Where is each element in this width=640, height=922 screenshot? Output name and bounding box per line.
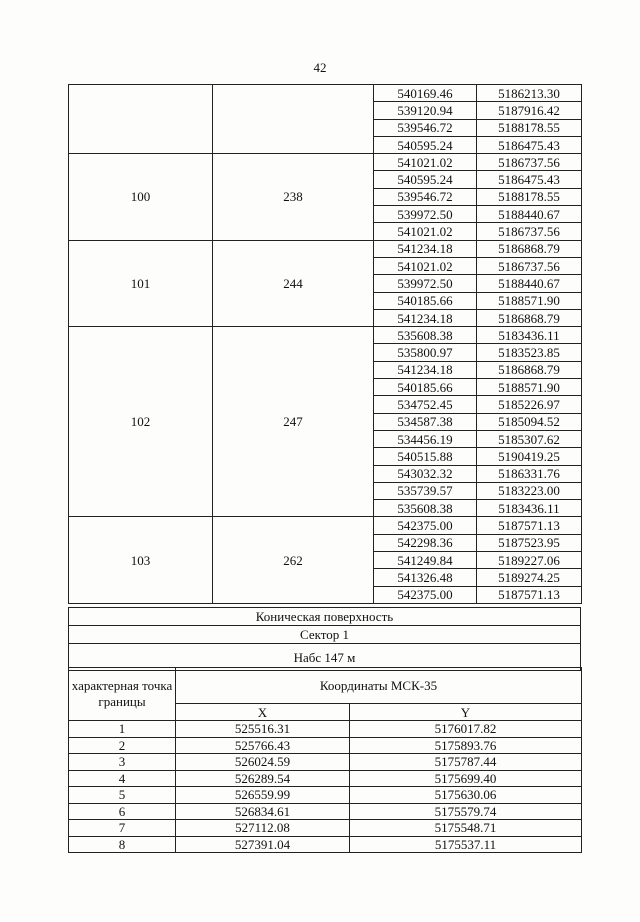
coord-x: 540595.24	[374, 171, 477, 188]
coord-x: 526289.54	[176, 770, 350, 787]
surface-title: Коническая поверхность	[69, 608, 581, 626]
coord-y: 5175630.06	[350, 787, 582, 804]
coord-y: 5183523.85	[477, 344, 582, 361]
coord-x: 525516.31	[176, 721, 350, 738]
coord-x: 542375.00	[374, 517, 477, 534]
coord-y: 5186737.56	[477, 257, 582, 274]
coord-x: 534456.19	[374, 430, 477, 447]
coord-x: 535608.38	[374, 500, 477, 517]
coord-y: 5175893.76	[350, 737, 582, 754]
coord-x: 539546.72	[374, 188, 477, 205]
coord-x: 542298.36	[374, 534, 477, 551]
coord-x: 541234.18	[374, 361, 477, 378]
coord-x: 540515.88	[374, 448, 477, 465]
group-point-number: 103	[69, 517, 213, 603]
table-row	[69, 836, 582, 853]
coord-y: 5190419.25	[477, 448, 582, 465]
coord-y: 5185307.62	[477, 430, 582, 447]
coord-x: 539972.50	[374, 275, 477, 292]
point-number: 3	[69, 754, 176, 771]
coord-x: 527391.04	[176, 836, 350, 853]
point-number: 2	[69, 737, 176, 754]
coord-y: 5187571.13	[477, 517, 582, 534]
coord-y: 5183436.11	[477, 327, 582, 344]
table-row	[69, 721, 582, 738]
table-row	[69, 803, 582, 820]
coord-x: 526834.61	[176, 803, 350, 820]
page-number: 42	[313, 60, 327, 75]
coord-y: 5188178.55	[477, 119, 582, 136]
table-row	[69, 770, 582, 787]
coord-y: 5183436.11	[477, 500, 582, 517]
coord-y: 5185226.97	[477, 396, 582, 413]
coord-x: 540185.66	[374, 379, 477, 396]
coord-y: 5189274.25	[477, 569, 582, 586]
sector-coordinates-table	[68, 667, 582, 853]
coord-y: 5183223.00	[477, 482, 582, 499]
coord-y: 5185094.52	[477, 413, 582, 430]
group-point-number: 100	[69, 154, 213, 240]
coord-x: 527112.08	[176, 820, 350, 837]
coord-x: 541249.84	[374, 552, 477, 569]
coord-x: 540185.66	[374, 292, 477, 309]
coord-x: 535608.38	[374, 327, 477, 344]
coord-y: 5187571.13	[477, 586, 582, 603]
coord-y: 5189227.06	[477, 552, 582, 569]
point-column-header: характерная точка границы	[69, 668, 176, 721]
coord-x: 525766.43	[176, 737, 350, 754]
table-row	[69, 85, 582, 102]
coord-y: 5186868.79	[477, 240, 582, 257]
coord-x: 526024.59	[176, 754, 350, 771]
table-row	[69, 327, 582, 344]
coord-x: 540595.24	[374, 136, 477, 153]
coord-y: 5188440.67	[477, 206, 582, 223]
coord-y: 5186331.76	[477, 465, 582, 482]
coord-y: 5187523.95	[477, 534, 582, 551]
coord-x: 539120.94	[374, 102, 477, 119]
coord-y: 5175537.11	[350, 836, 582, 853]
coord-y: 5186213.30	[477, 85, 582, 102]
surface-section-header	[68, 607, 581, 671]
coord-y: 5186475.43	[477, 136, 582, 153]
group-value: 238	[213, 154, 374, 240]
group-value	[213, 85, 374, 154]
group-value: 244	[213, 240, 374, 326]
coord-y: 5175787.44	[350, 754, 582, 771]
table-row	[69, 820, 582, 837]
group-value: 247	[213, 327, 374, 517]
sector-title: Сектор 1	[69, 626, 581, 644]
coord-x: 526559.99	[176, 787, 350, 804]
coord-x: 539546.72	[374, 119, 477, 136]
table-row	[69, 737, 582, 754]
coord-y: 5186475.43	[477, 171, 582, 188]
coord-x: 541234.18	[374, 240, 477, 257]
point-number: 1	[69, 721, 176, 738]
coord-y: 5188571.90	[477, 379, 582, 396]
coord-y: 5186868.79	[477, 361, 582, 378]
coord-x: 541021.02	[374, 257, 477, 274]
coord-x: 542375.00	[374, 586, 477, 603]
coord-y: 5175699.40	[350, 770, 582, 787]
coord-y: 5186737.56	[477, 154, 582, 171]
group-point-number: 102	[69, 327, 213, 517]
coord-y: 5186868.79	[477, 309, 582, 326]
coord-x: 539972.50	[374, 206, 477, 223]
group-point-number	[69, 85, 213, 154]
point-number: 7	[69, 820, 176, 837]
table-row	[69, 154, 582, 171]
coord-x: 535800.97	[374, 344, 477, 361]
coord-x: 543032.32	[374, 465, 477, 482]
coord-x: 541234.18	[374, 309, 477, 326]
coord-x: 534752.45	[374, 396, 477, 413]
coord-x: 541021.02	[374, 223, 477, 240]
boundary-coordinates-table	[68, 84, 582, 604]
coords-column-header: Координаты МСК-35	[176, 668, 582, 704]
x-column-header: X	[176, 704, 350, 721]
point-number: 5	[69, 787, 176, 804]
coord-x: 540169.46	[374, 85, 477, 102]
coord-y: 5176017.82	[350, 721, 582, 738]
coord-x: 541326.48	[374, 569, 477, 586]
coord-x: 534587.38	[374, 413, 477, 430]
coord-y: 5187916.42	[477, 102, 582, 119]
coord-y: 5175579.74	[350, 803, 582, 820]
table-row	[69, 754, 582, 771]
coord-x: 535739.57	[374, 482, 477, 499]
table-row	[69, 517, 582, 534]
coord-y: 5186737.56	[477, 223, 582, 240]
coord-y: 5188440.67	[477, 275, 582, 292]
table-row	[69, 787, 582, 804]
group-point-number: 101	[69, 240, 213, 326]
table-row	[69, 240, 582, 257]
point-number: 4	[69, 770, 176, 787]
coord-x: 541021.02	[374, 154, 477, 171]
group-value: 262	[213, 517, 374, 603]
coord-y: 5188178.55	[477, 188, 582, 205]
y-column-header: Y	[350, 704, 582, 721]
point-number: 6	[69, 803, 176, 820]
habs-value: Набс 147 м	[69, 644, 581, 671]
point-number: 8	[69, 836, 176, 853]
coord-y: 5188571.90	[477, 292, 582, 309]
coord-y: 5175548.71	[350, 820, 582, 837]
